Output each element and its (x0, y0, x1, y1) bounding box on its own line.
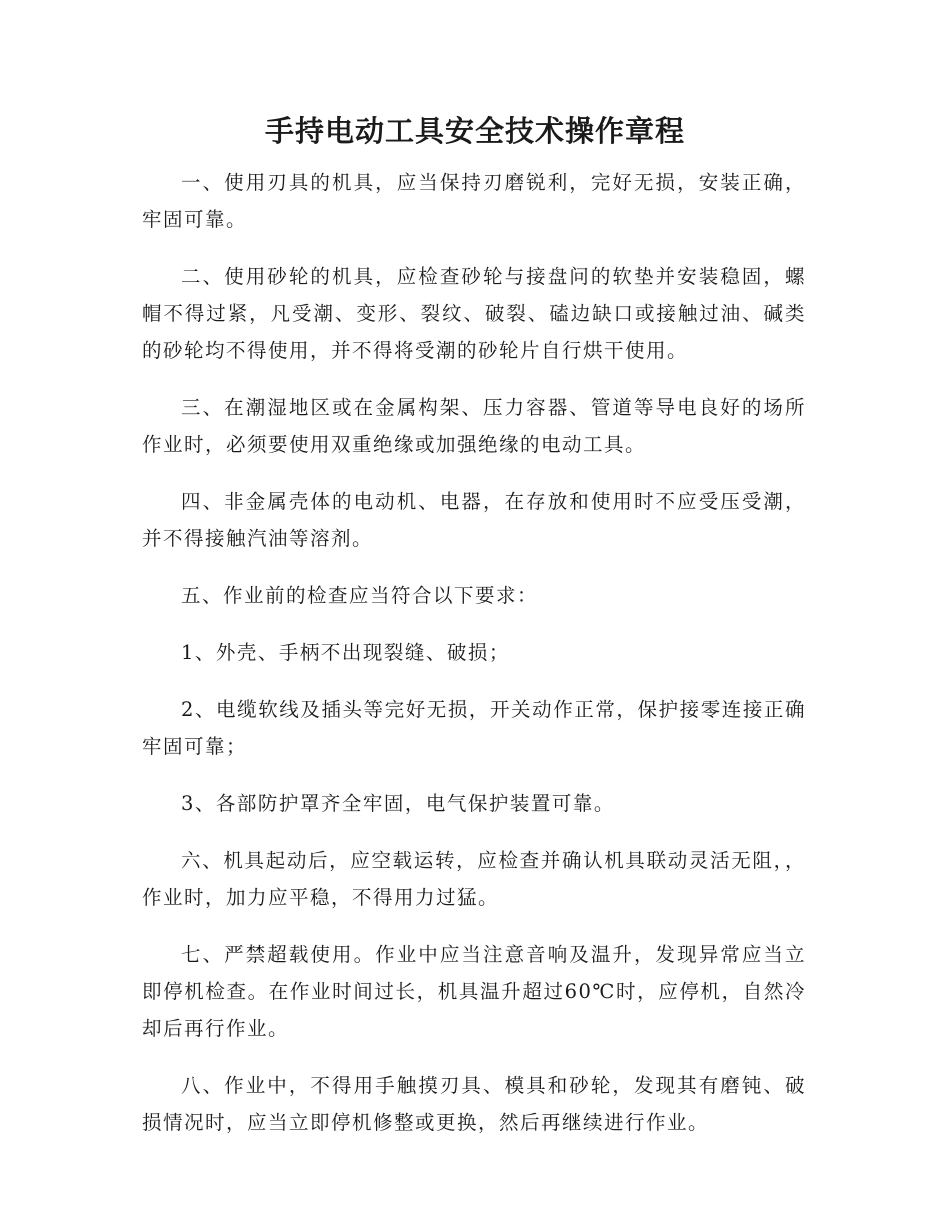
paragraph-9: 六、机具起动后，应空载运转，应检查并确认机具联动灵活无阻，，作业时，加力应平稳，不得用力过猛。 (142, 849, 806, 909)
paragraph-7: 2、电缆软线及插头等完好无损，开关动作正常，保护接零连接正确牢固可靠； (142, 698, 806, 758)
paragraph-6: 1、外壳、手柄不出现裂缝、破损； (181, 641, 510, 664)
paragraph-8: 3、各部防护罩齐全牢固，电气保护装置可靠。 (181, 792, 615, 815)
paragraph-1: 一、使用刃具的机具，应当保持刃磨锐利，完好无损，安装正确，牢固可靠。 (142, 171, 806, 231)
paragraph-10: 七、严禁超载使用。作业中应当注意音响及温升，发现异常应当立即停机检查。在作业时间过长，机具温升超过60℃时，应停机，自然冷却后再行作业。 (142, 943, 806, 1040)
paragraph-3: 三、在潮湿地区或在金属构架、压力容器、管道等导电良好的场所作业时，必须要使用双重绝缘或加强绝缘的电动工具。 (142, 396, 806, 456)
document-body (142, 164, 806, 1161)
paragraph-2: 二、使用砂轮的机具，应检查砂轮与接盘问的软垫并安装稳固，螺帽不得过紧，凡受潮、变形、裂纹、破裂、磕边缺口或接触过油、碱类的砂轮均不得使用，并不得将受潮的砂轮片自行烘干使用。 (142, 265, 806, 362)
paragraph-5: 五、作业前的检查应当符合以下要求： (181, 584, 539, 607)
document-title: 手持电动工具安全技术操作章程 (264, 114, 685, 148)
paragraph-4: 四、非金属壳体的电动机、电器，在存放和使用时不应受压受潮，并不得接触汽油等溶剂。 (142, 490, 806, 550)
paragraph-11: 八、作业中，不得用手触摸刃具、模具和砂轮，发现其有磨钝、破损情况时，应当立即停机修整或更换，然后再继续进行作业。 (142, 1074, 806, 1134)
